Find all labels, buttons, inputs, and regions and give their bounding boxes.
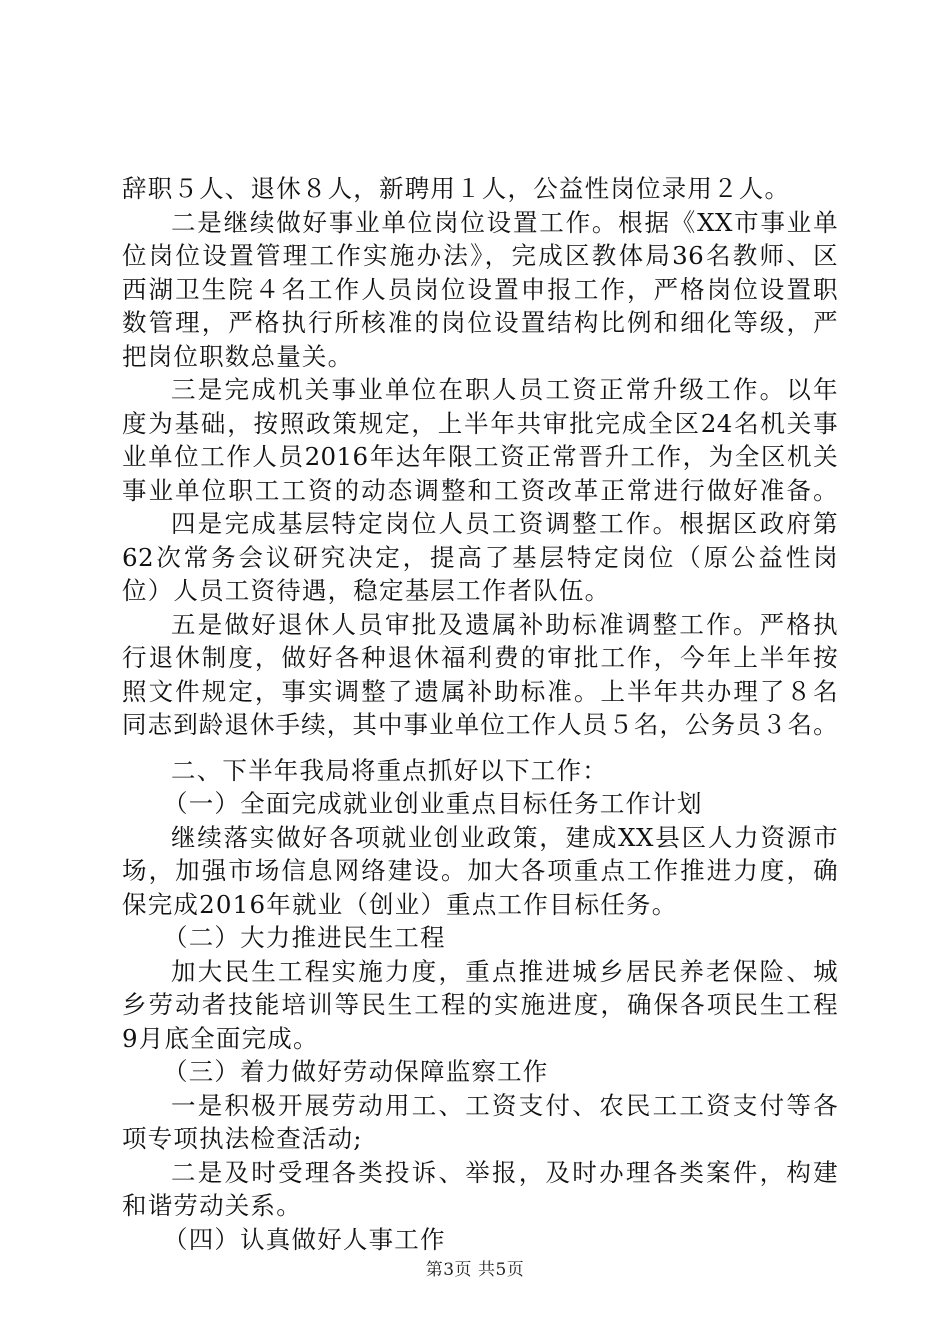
paragraph-line: 继续落实做好各项就业创业政策，建成XX县区人力资源市 bbox=[171, 822, 838, 852]
paragraph-line: 位）人员工资待遇，稳定基层工作者队伍。 bbox=[122, 576, 611, 605]
subsection-heading: （二）大力推进民生工程 bbox=[163, 923, 446, 952]
section-gap bbox=[122, 742, 838, 754]
paragraph-line: 加大民生工程实施力度，重点推进城乡居民养老保险、城 bbox=[171, 956, 838, 986]
section-heading: 二、下半年我局将重点抓好以下工作： bbox=[171, 755, 608, 785]
paragraph-line: 数管理，严格执行所核准的岗位设置结构比例和细化等级，严 bbox=[122, 308, 838, 337]
paragraph-line: 和谐劳动关系。 bbox=[122, 1191, 302, 1220]
paragraph-line: 照文件规定，事实调整了遗属补助标准。上半年共办理了８名 bbox=[122, 676, 838, 706]
paragraph-line: 二是及时受理各类投诉、举报，及时办理各类案件，构建 bbox=[171, 1157, 838, 1187]
paragraph-line: 五是做好退休人员审批及遗属补助标准调整工作。严格执 bbox=[171, 609, 838, 639]
page-number-footer: 第3页 共5页 bbox=[425, 1260, 525, 1280]
document-body bbox=[122, 172, 838, 1256]
paragraph-line: 事业单位职工工资的动态调整和工资改革正常进行做好准备。 bbox=[122, 475, 838, 505]
paragraph-line: 三是完成机关事业单位在职人员工资正常升级工作。以年 bbox=[171, 375, 838, 404]
paragraph-line: 度为基础，按照政策规定，上半年共审批完成全区24名机关事 bbox=[122, 408, 838, 438]
paragraph-line: 西湖卫生院４名工作人员岗位设置申报工作，严格岗位设置职 bbox=[122, 274, 838, 304]
paragraph-line: 一是积极开展劳动用工、工资支付、农民工工资支付等各 bbox=[171, 1090, 838, 1120]
paragraph-line: 乡劳动者技能培训等民生工程的实施进度，确保各项民生工程 bbox=[122, 990, 838, 1019]
subsection-heading: （三）着力做好劳动保障监察工作 bbox=[163, 1057, 549, 1086]
paragraph-line: 场，加强市场信息网络建设。加大各项重点工作推进力度，确 bbox=[122, 856, 838, 885]
paragraph-line: 62次常务会议研究决定，提高了基层特定岗位（原公益性岗 bbox=[122, 542, 838, 572]
paragraph-line: 位岗位设置管理工作实施办法》，完成区教体局36名教师、区 bbox=[122, 241, 838, 270]
paragraph-line: 业单位工作人员2016年达年限工资正常晋升工作，为全区机关 bbox=[122, 442, 838, 471]
paragraph-line: 四是完成基层特定岗位人员工资调整工作。根据区政府第 bbox=[171, 509, 838, 538]
subsection-heading: （一）全面完成就业创业重点目标任务工作计划 bbox=[163, 789, 703, 818]
paragraph-line: 行退休制度，做好各种退休福利费的审批工作，今年上半年按 bbox=[122, 643, 838, 672]
paragraph-line: 二是继续做好事业单位岗位设置工作。根据《XX市事业单 bbox=[171, 207, 838, 237]
paragraph-line: 项专项执法检查活动; bbox=[122, 1124, 363, 1153]
paragraph-line: 同志到龄退休手续，其中事业单位工作人员５名，公务员３名。 bbox=[122, 710, 838, 739]
subsection-heading: （四）认真做好人事工作 bbox=[163, 1224, 446, 1254]
paragraph-line: 把岗位职数总量关。 bbox=[122, 341, 354, 371]
paragraph-line: 辞职５人、退休８人，新聘用１人，公益性岗位录用２人。 bbox=[122, 174, 791, 203]
paragraph-line: 9月底全面完成。 bbox=[122, 1023, 319, 1053]
paragraph-line: 保完成2016年就业（创业）重点工作目标任务。 bbox=[122, 889, 678, 919]
